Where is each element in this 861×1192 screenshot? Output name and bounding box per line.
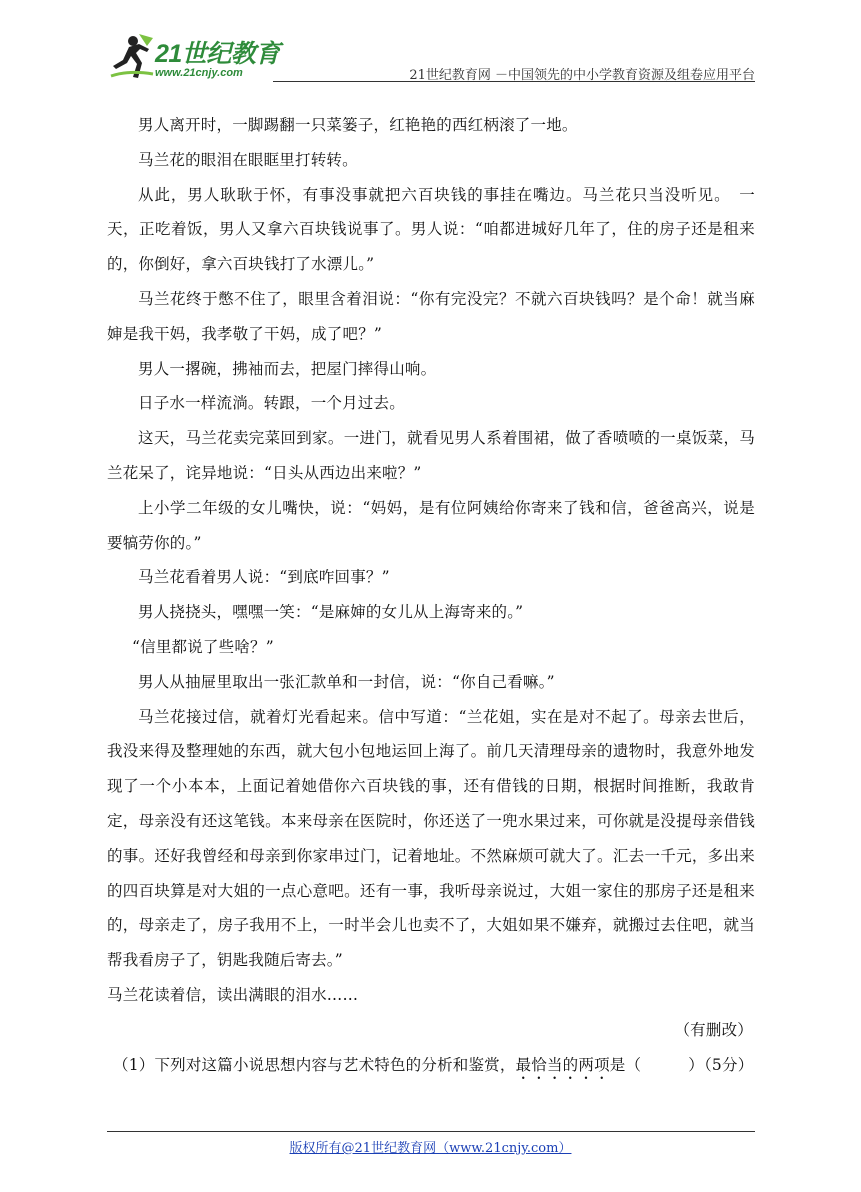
logo-url: www.21cnjy.com <box>155 67 243 79</box>
question-emphasis: 最恰当的两项 <box>515 1055 610 1074</box>
paragraph: 从此，男人耿耿于怀，有事没事就把六百块钱的事挂在嘴边。马兰花只当没听见。 一天，正吃着饭，男人又拿六百块钱说事了。男人说：“咱都进城好几年了，住的房子还是租来的，你倒好，拿六百块钱打了水漂儿。” <box>107 185 755 274</box>
paragraph: 马兰花接过信，就着灯光看起来。信中写道：“兰花姐，实在是对不起了。母亲去世后，我没来得及整理她的东西，就大包小包地运回上海了。前几天清理母亲的遗物时，我意外地发现了一个小本本，上面记着她借你六百块钱的事，还有借钱的日期，根据时间推断，我敢肯定，母亲没有还这笔钱。本来母亲在医院时，你还送了一兜水果过来，可你就是没提母亲借钱的事。还好我曾经和母亲到你家串过门，记着地址。不然麻烦可就大了。汇去一千元，多出来的四百块算是对大姐的一点心意吧。还有一事，我听母亲说过，大姐一家住的那房子还是租来的，母亲走了，房子我用不上，一时半会儿也卖不了，大姐如果不嫌弃，就搬过去住吧，就当帮我看房子了，钥匙我随后寄去。” <box>107 707 755 970</box>
source-note: （有删改） <box>674 1020 753 1039</box>
paragraph: 男人从抽屉里取出一张汇款单和一封信，说：“你自己看嘛。” <box>138 672 555 691</box>
question-1 <box>107 1048 755 1083</box>
logo-text: 21世纪教育 <box>155 40 280 68</box>
page-header <box>105 26 755 82</box>
runner-icon <box>109 32 155 80</box>
paragraph: “信里都说了些啥？” <box>132 637 274 656</box>
paragraph: 男人挠挠头，嘿嘿一笑：“是麻婶的女儿从上海寄来的。” <box>138 603 524 622</box>
question-answer-slot: 是（ ）（5分） <box>609 1055 754 1074</box>
paragraph: 男人离开时，一脚踢翻一只菜篓子，红艳艳的西红柄滚了一地。 <box>138 116 578 134</box>
paragraph: 这天，马兰花卖完菜回到家。一进门，就看见男人系着围裙，做了香喷喷的一桌饭菜，马兰花呆了，诧异地说：“日头从西边出来啦？” <box>107 429 755 482</box>
paragraph: 上小学二年级的女儿嘴快，说：“妈妈，是有位阿姨给你寄来了钱和信，爸爸高兴，说是要犒劳你的。” <box>107 498 755 552</box>
page-footer <box>0 1137 861 1156</box>
header-tagline: 21世纪教育网 －中国领先的中小学教育资源及组卷应用平台 <box>409 68 755 83</box>
paragraph: 日子水一样流淌。转跟，一个月过去。 <box>138 394 405 413</box>
paragraph: 马兰花读着信，读出满眼的泪水…… <box>107 985 359 1004</box>
paragraph: 马兰花的眼泪在眼眶里打转转。 <box>138 150 358 169</box>
site-logo <box>105 26 280 82</box>
paragraph: 马兰花终于憋不住了，眼里含着泪说：“你有完没完？不就六百块钱吗？是个命！就当麻婶是我干妈，我孝敬了干妈，成了吧？” <box>107 289 755 343</box>
article-body <box>107 108 755 1083</box>
question-text: （1）下列对这篇小说思想内容与艺术特色的分析和鉴赏， <box>113 1055 516 1074</box>
paragraph: 马兰花看着男人说：“到底咋回事？” <box>138 568 390 587</box>
footer-divider <box>107 1131 755 1132</box>
header-divider <box>273 81 755 82</box>
copyright-link[interactable]: 版权所有@21世纪教育网（www.21cnjy.com） <box>289 1141 572 1156</box>
paragraph: 男人一撂碗，拂袖而去，把屋门摔得山响。 <box>138 359 437 378</box>
